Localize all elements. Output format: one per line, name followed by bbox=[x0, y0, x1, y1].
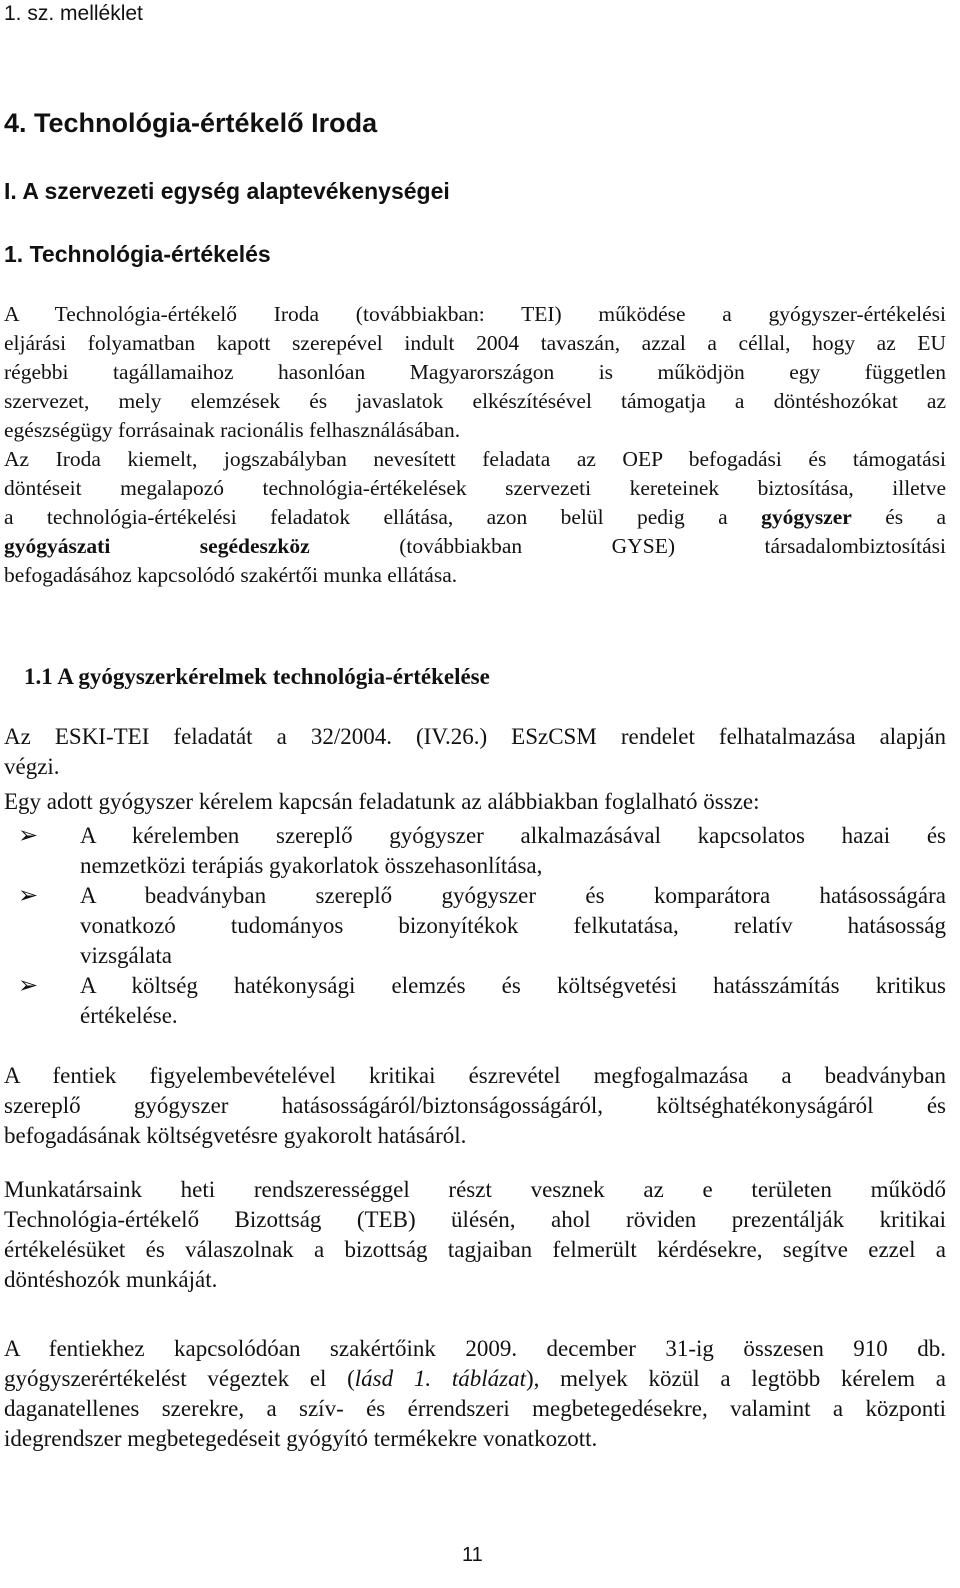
paragraph-legal-basis bbox=[4, 722, 946, 782]
text-run: és a bbox=[885, 505, 947, 529]
paragraph-line: Az ESKI-TEI feladatát a 32/2004. (IV.26.) ESzCSM rendelet felhatalmazása alapján bbox=[4, 724, 946, 749]
arrow-bullet-icon: ➢ bbox=[18, 973, 39, 999]
paragraph-committee bbox=[4, 1175, 946, 1295]
paragraph-task-summary: Egy adott gyógyszer kérelem kapcsán feladatunk az alábbiakban foglalható össze: bbox=[4, 789, 760, 814]
task-list bbox=[4, 821, 946, 1031]
list-item-line: vizsgálata bbox=[80, 943, 172, 968]
paragraph-line: daganatellenes szerekre, a szív- és érrendszeri megbetegedésekre, valamint a központi bbox=[4, 1396, 946, 1421]
paragraph-line: Az Iroda kiemelt, jogszabályban nevesített feladata az OEP befogadási és támogatási bbox=[4, 447, 946, 471]
paragraph-line: szervezet, mely elemzések és javaslatok elkészítésével támogatja a döntéshozókat az bbox=[4, 389, 946, 413]
paragraph-line: befogadásához kapcsolódó szakértői munka ellátása. bbox=[4, 563, 458, 587]
paragraph-line: egészségügy forrásainak racionális felhasználásában. bbox=[4, 418, 461, 442]
paragraph-line: Munkatársaink heti rendszerességgel részt vesznek az e területen működő bbox=[4, 1177, 946, 1202]
list-item bbox=[4, 971, 946, 1031]
paragraph-line: befogadásának költségvetésre gyakorolt hatásáról. bbox=[4, 1123, 467, 1148]
paragraph-line: döntéseit megalapozó technológia-értékelések szervezeti kereteinek biztosítása, illetve bbox=[4, 476, 946, 500]
paragraph-intro bbox=[4, 300, 946, 445]
list-item-line: vonatkozó tudományos bizonyítékok felkutatása, relatív hatásosság bbox=[80, 913, 946, 938]
text-run: ), melyek közül a legtöbb kérelem a bbox=[525, 1366, 946, 1391]
paragraph-line bbox=[4, 532, 946, 561]
paragraph-line: régebbi tagállamaihoz hasonlóan Magyarországon is működjön egy független bbox=[4, 360, 946, 384]
table-reference: lásd 1. táblázat bbox=[354, 1366, 526, 1391]
paragraph-mission bbox=[4, 445, 946, 590]
paragraph-line: A Technológia-értékelő Iroda (továbbiakban: TEI) működése a gyógyszer-értékelési bbox=[4, 302, 946, 326]
annex-label: 1. sz. melléklet bbox=[4, 2, 143, 25]
paragraph-line bbox=[4, 1364, 946, 1394]
paragraph-line bbox=[4, 503, 946, 532]
text-run: a technológia-értékelési feladatok ellátása, azon belül pedig a bbox=[4, 505, 728, 529]
text-run: (továbbiakban GYSE) társadalombiztosítási bbox=[399, 534, 947, 558]
paragraph-line: döntéshozók munkáját. bbox=[4, 1267, 218, 1292]
list-item-line: nemzetközi terápiás gyakorlatok összehasonlítása, bbox=[80, 853, 543, 878]
list-item-line: értékelése. bbox=[80, 1003, 178, 1028]
arrow-bullet-icon: ➢ bbox=[18, 823, 39, 849]
arrow-bullet-icon: ➢ bbox=[18, 883, 39, 909]
page-number: 11 bbox=[462, 1544, 483, 1566]
bold-term: gyógyászati segédeszköz bbox=[4, 534, 310, 558]
bold-term: gyógyszer bbox=[761, 505, 852, 529]
list-item-line: A kérelemben szereplő gyógyszer alkalmazásával kapcsolatos hazai és bbox=[80, 823, 946, 848]
paragraph-line: szereplő gyógyszer hatásosságáról/biztonságosságáról, költséghatékonyságáról és bbox=[4, 1093, 946, 1118]
section-heading: 4. Technológia-értékelő Iroda bbox=[4, 108, 378, 138]
subsubsection-heading: 1.1 A gyógyszerkérelmek technológia-értékelése bbox=[24, 664, 490, 689]
text-run: gyógyszerértékelést végeztek el ( bbox=[4, 1366, 355, 1391]
list-item-line: A beadványban szereplő gyógyszer és komparátora hatásosságára bbox=[80, 883, 946, 908]
paragraph-statistics bbox=[4, 1334, 946, 1454]
paragraph-line: Technológia-értékelő Bizottság (TEB) ülésén, ahol röviden prezentálják kritikai bbox=[4, 1207, 946, 1232]
paragraph-line: eljárási folyamatban kapott szerepével indult 2004 tavaszán, azzal a céllal, hogy az EU bbox=[4, 331, 946, 355]
part-heading: I. A szervezeti egység alaptevékenységei bbox=[4, 178, 450, 204]
paragraph-critical-review bbox=[4, 1061, 946, 1151]
list-item bbox=[4, 881, 946, 971]
paragraph-line: A fentiekhez kapcsolódóan szakértőink 2009. december 31-ig összesen 910 db. bbox=[4, 1336, 946, 1361]
paragraph-line: A fentiek figyelembevételével kritikai észrevétel megfogalmazása a beadványban bbox=[4, 1063, 946, 1088]
subsection-heading: 1. Technológia-értékelés bbox=[4, 241, 271, 267]
paragraph-line: értékelésüket és válaszolnak a bizottság tagjaiban felmerült kérdésekre, segítve ezzel a bbox=[4, 1237, 946, 1262]
list-item bbox=[4, 821, 946, 881]
list-item-line: A költség hatékonysági elemzés és költségvetési hatásszámítás kritikus bbox=[80, 973, 946, 998]
paragraph-line: idegrendszer megbetegedéseit gyógyító termékekre vonatkozott. bbox=[4, 1426, 598, 1451]
paragraph-line: végzi. bbox=[4, 754, 60, 779]
